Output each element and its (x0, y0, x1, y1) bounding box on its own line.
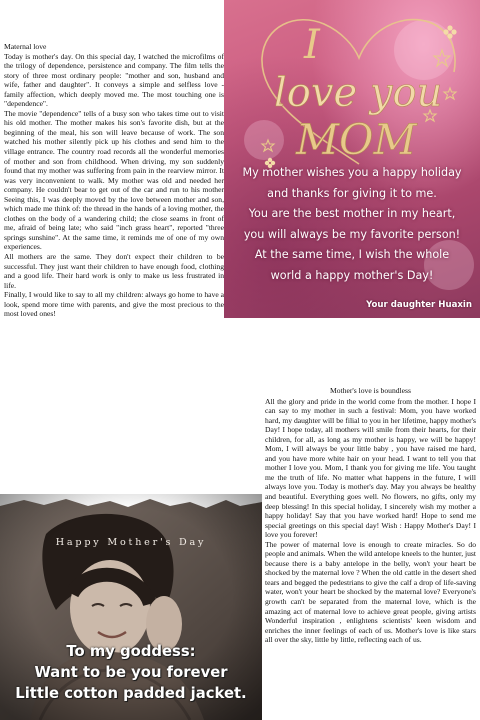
card1-message-line: My mother wishes you a happy holiday (242, 166, 462, 179)
card2-line: Little cotton padded jacket. (15, 685, 247, 702)
i-love-you-mom-card (224, 0, 480, 318)
headline-love-you: love you (274, 70, 443, 116)
card1-signature: Your daughter Huaxin (366, 300, 472, 310)
card1-message-line: You are the best mother in my heart, (248, 207, 456, 220)
essay1-paragraph: Today is mother's day. On this special day, I watched the microfilms of the trilogy of dependence, persistence and company. The film tells the story of three most ordinary people: "mother and son, husband and wife, father and daughter". It conveys a simple and selfless love - family affection, which deeply moved me. The most touching one is "dependence". (4, 51, 224, 109)
essay1-paragraph: The movie "dependence" tells of a busy son who takes time out to visit his old mother. The mother makes his son's favorite dish, but at the beginning of the meal, his son will leave because of work. The son watched his mother silently pick up his clothes and send him to the village entrance. The country road records all the wonderful memories of mother and son from childhood. When driving, my son suddenly found that my mother was suffering from pain in the rearview mirror. It was very inconvenient to walk. My mother was old and needed her company. He couldn't bear to get out of the car and run to his mother Seeing this, I was deeply moved by the love between mother and son, which made me think of: the thread in the hands of a loving mother, the clothes on the body of a wandering child; the close seams in front of me, afraid of being late; who said "inch grass heart", reported "three springs sunshine". At the same time, it reminds me of one of my own experiences. (4, 108, 224, 252)
happy-mothers-day-photo-card (0, 494, 262, 720)
card1-message-line: At the same time, I wish the whole (254, 248, 450, 261)
headline-mom: MOM (296, 115, 417, 164)
card1-message-line: world a happy mother's Day! (270, 268, 434, 282)
essay1-paragraph: Finally, I would like to say to all my children: always go home to have a look, spend more time with parents, and give the most precious to the most loved ones! (4, 290, 224, 319)
headline-i: I (304, 22, 320, 68)
card2-line: Want to be you forever (34, 664, 228, 681)
card2-line: To my goddess: (66, 643, 196, 660)
essay2-paragraph: All the glory and pride in the world come from the mother. I hope I can say to my mother in such a festival: Mom, you have worked hard, my daughter will be filial to you in her lifetime, happy mother's Day! I hope today, all mothers will smile from their hearts, for their children, for all, as long as my mother is happy, we will be happy! Mom, I will always be your little baby , you have raised me hard, and you have more white hair on your head. I want to tell you that mother I love you. Mom, I thank you for giving me life. You taught me the truth of life. No matter what happens in the future, I will always love you. Today is mother's day. May you always be healthy and beautiful. Everything goes well. No flowers, no gifts, only my deep blessing! In this special holiday, I sincerely wish my mother a happy holiday! Say that you have worked hard! Hope to send me special greetings on this special day! Wish : Happy Mother's Day! I love you forever! (265, 396, 476, 540)
happy-mothers-day-heading: Happy Mother's Day (55, 537, 207, 548)
card1-message (224, 163, 480, 286)
card1-message-line: you will always be my favorite person! (243, 227, 461, 241)
essay1-title: Maternal love (4, 42, 47, 51)
essay-maternal-love (4, 42, 224, 319)
essay2-paragraph: The power of maternal love is enough to create miracles. So do people and animals. When the wild antelope kneels to the hunter, just because there is a baby antelope in the belly, won't your heart be shocked by the maternal love ? When the old cattle in the desert shed tears and begged the pedestrians to give the calf a drop of life-saving water, won't your heart be shocked by the maternal love? Everyone's growth can't be separated from the maternal love, which is the amazing act of maternal love to achieve great people, giving artists Wonderful inspiration , enlightens scientists' keen wisdom and enriches the inner feelings of each of us. Mother's love is like stars all over the sky, little by little, reflecting each of us. (265, 539, 476, 645)
essay2-title: Mother's love is boundless (330, 386, 411, 395)
card1-message-line: and thanks for giving it to me. (267, 186, 437, 200)
essay1-paragraph: All mothers are the same. They don't expect their children to be successful. They just want their children to have enough food, clothing and a good life. Their hard work is only to make us less frustrated in life. (4, 252, 224, 290)
essay-mothers-love-is-boundless (265, 386, 476, 645)
card2-message (0, 641, 262, 704)
love-mom-lettering (254, 6, 464, 176)
